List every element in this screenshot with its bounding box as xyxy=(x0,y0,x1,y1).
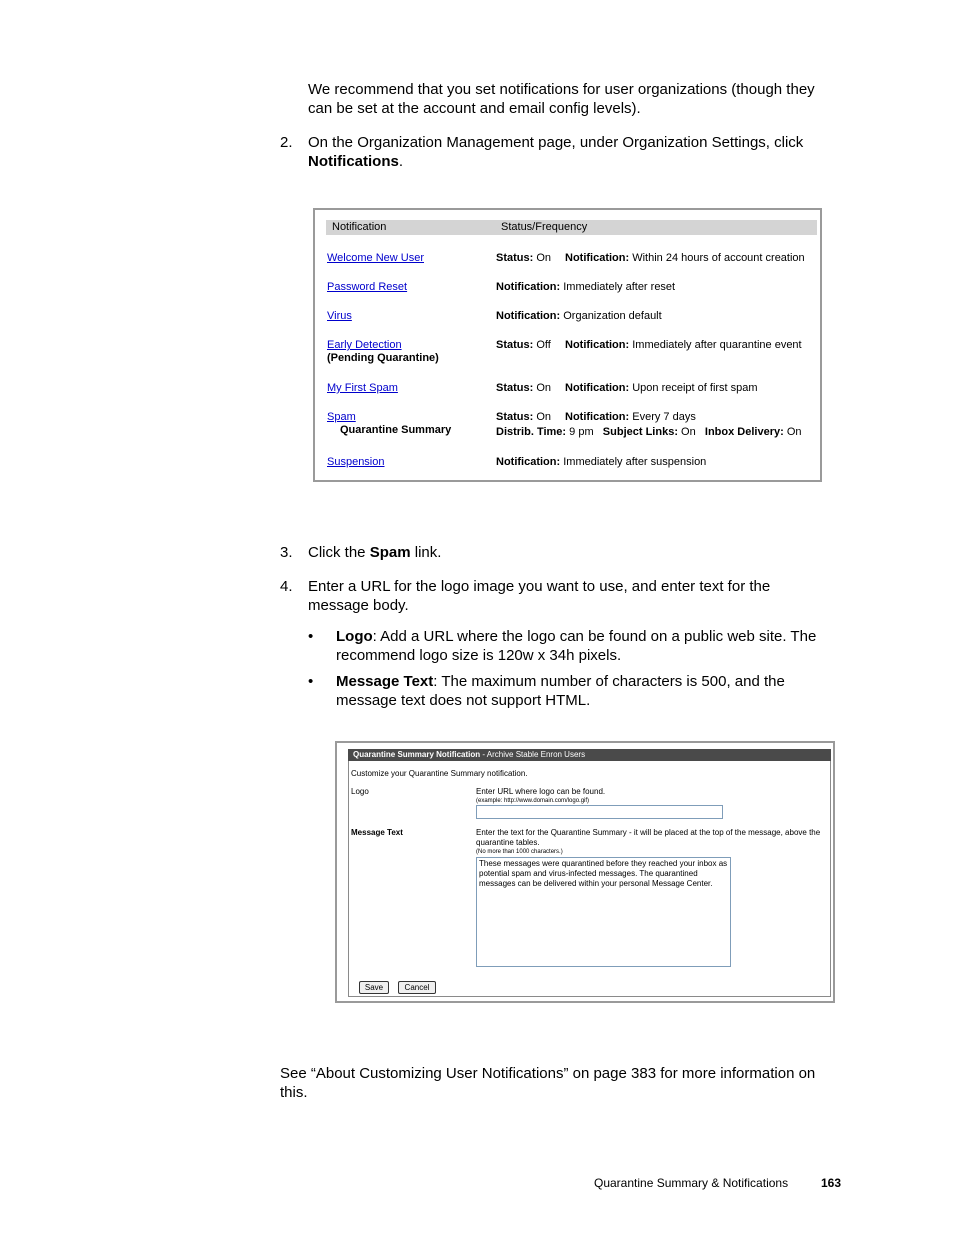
footer-page-number: 163 xyxy=(821,1176,842,1190)
intro-line-1: We recommend that you set notifications for user organizations (though they xyxy=(308,81,815,98)
notifications-table-screenshot: Notification Status/Frequency Welcome New User Status: On Notification: Within 24 hours of account creation Password Reset Notification: Immediately after reset Virus Notification: Organization default Early Detection (Pending Quarantine) Status: Off Notification: Immediately after quarantine event My First Spam Status: On Notification: Upon receipt of first spam Spam Quarantine Summary Status: On Notification: Every 7 days Distrib. Time: 9 pm Subject Links: On Inbox Delivery: On Suspension Notification: Immediately after suspension xyxy=(313,208,822,482)
cancel-button[interactable]: Cancel xyxy=(398,981,436,994)
col-status-header: Status/Frequency xyxy=(501,221,588,233)
message-text-label: Message Text xyxy=(351,828,403,837)
logo-label: Logo xyxy=(351,787,369,796)
bullet-message-text: Message Text: The maximum number of characters is 500, and the message text does not support HTML. xyxy=(336,673,785,709)
footer-chapter-title: Quarantine Summary & Notifications xyxy=(594,1176,789,1190)
message-help: Enter the text for the Quarantine Summary - it will be placed at the top of the message, above the quarantine tables. (No more than 1000 characters.) xyxy=(476,828,821,855)
logo-url-input[interactable] xyxy=(476,805,723,819)
message-text-area[interactable]: These messages were quarantined before they reached your inbox as potential spam and virus-infected messages. The quarantined messages can be delivered within your personal Message Center. xyxy=(476,857,731,967)
spam-link[interactable]: Spam xyxy=(327,411,356,423)
logo-example: (example: http://www.domain.com/logo.gif) xyxy=(476,798,590,804)
step-3-text: Click the Spam link. xyxy=(308,544,442,561)
virus-link[interactable]: Virus xyxy=(327,310,352,322)
step-2-line-2: Notifications. xyxy=(308,153,404,170)
password-reset-link[interactable]: Password Reset xyxy=(327,281,408,293)
early-detection-sub: (Pending Quarantine) xyxy=(327,352,439,364)
welcome-new-user-link[interactable]: Welcome New User xyxy=(327,252,424,264)
step-3-bold: Spam xyxy=(369,544,411,561)
spam-sub: Quarantine Summary xyxy=(340,424,452,436)
step-2-text xyxy=(308,133,848,171)
intro-line-2: can be set at the account and email config levels). xyxy=(308,100,641,117)
step-4-number: 4. xyxy=(280,578,293,595)
bullet-marker-message: • xyxy=(308,673,314,690)
save-button[interactable]: Save xyxy=(359,981,389,994)
logo-help: Enter URL where logo can be found. xyxy=(476,787,606,796)
step-4-text: Enter a URL for the logo image you want to use, and enter text for the message body. xyxy=(308,578,771,614)
notifications-table-header xyxy=(326,220,817,235)
col-notification-header: Notification xyxy=(332,221,387,233)
step-2-line-1: On the Organization Management page, under Organization Settings, click xyxy=(308,134,804,151)
step-3-number: 3. xyxy=(280,544,293,561)
early-detection-link[interactable]: Early Detection xyxy=(327,339,402,351)
see-also-paragraph: See “About Customizing User Notifications” on page 383 for more information on this. xyxy=(280,1065,816,1101)
spam-distrib-line: Distrib. Time: 9 pm Subject Links: On Inbox Delivery: On xyxy=(496,426,802,438)
bullet-logo: Logo: Add a URL where the logo can be found on a public web site. The recommend logo size is 120w x 34h pixels. xyxy=(336,628,817,664)
form-body xyxy=(348,761,831,997)
quarantine-summary-form-screenshot xyxy=(335,741,835,1003)
step-2-number: 2. xyxy=(280,134,293,151)
step-2-bold: Notifications xyxy=(308,153,399,170)
suspension-link[interactable]: Suspension xyxy=(327,456,385,468)
intro-paragraph xyxy=(308,80,848,118)
form-title-bar: Quarantine Summary Notification - Archive Stable Enron Users xyxy=(348,749,831,761)
bullet-marker-logo: • xyxy=(308,628,314,645)
my-first-spam-link[interactable]: My First Spam xyxy=(327,382,398,394)
form-intro: Customize your Quarantine Summary notification. xyxy=(351,769,528,778)
